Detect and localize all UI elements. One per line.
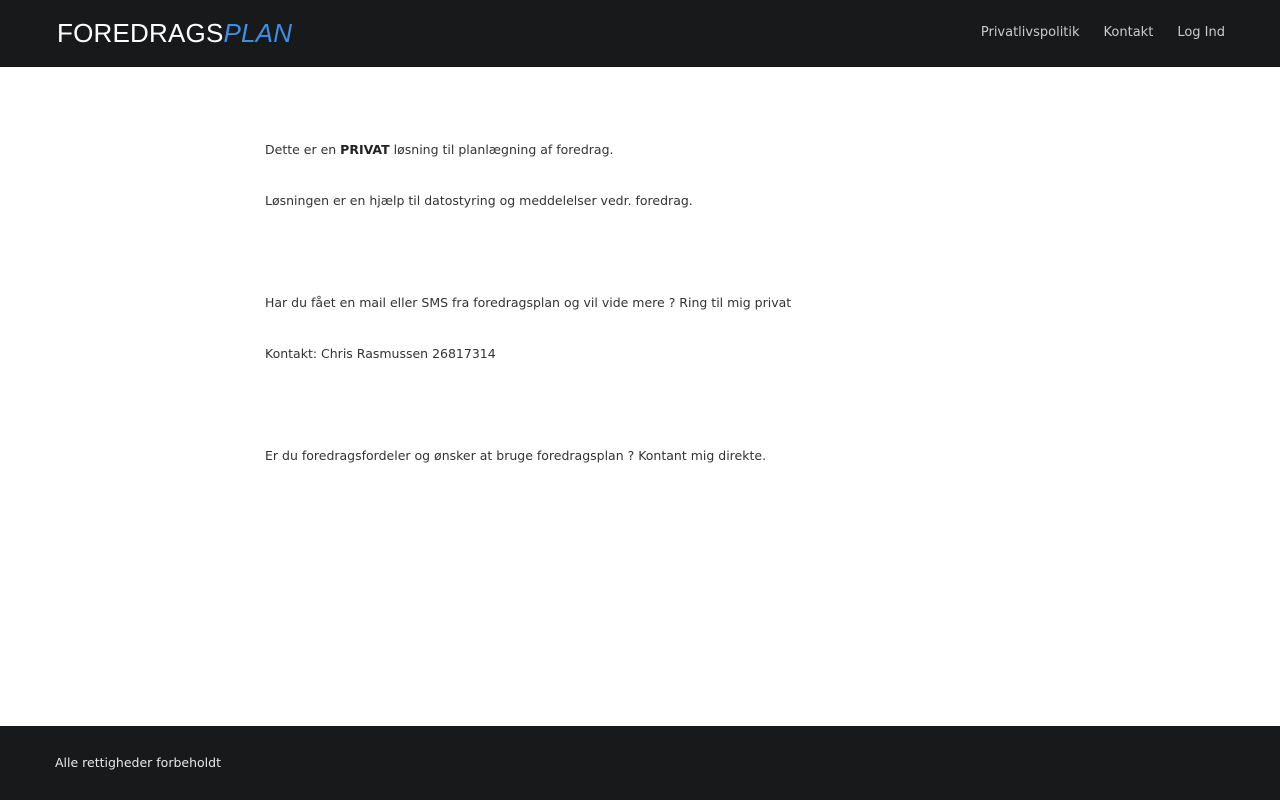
intro-text bbox=[265, 141, 614, 159]
distributor-text: Er du foredragsfordeler og ønsker at bruge foredragsplan ? Kontant mig direkte. bbox=[265, 448, 767, 463]
logo-text-primary: FOREDRAGS bbox=[57, 18, 224, 48]
intro-text-suffix: løsning til planlægning af foredrag. bbox=[389, 142, 614, 157]
nav-link-login[interactable]: Log Ind bbox=[1177, 25, 1225, 40]
page-footer bbox=[0, 726, 1280, 800]
description-text: Løsningen er en hjælp til datostyring og meddelelser vedr. foredrag. bbox=[265, 193, 693, 208]
main-nav bbox=[981, 24, 1225, 42]
top-navbar bbox=[0, 0, 1280, 67]
intro-text-bold: PRIVAT bbox=[340, 142, 390, 157]
nav-link-contact[interactable]: Kontakt bbox=[1103, 25, 1154, 40]
copyright-text: Alle rettigheder forbeholdt bbox=[55, 755, 221, 770]
contact-text: Kontakt: Chris Rasmussen 26817314 bbox=[265, 346, 496, 361]
intro-text-prefix: Dette er en bbox=[265, 142, 341, 157]
site-logo[interactable] bbox=[57, 18, 292, 48]
logo-text-accent: PLAN bbox=[223, 18, 293, 48]
info-text: Har du fået en mail eller SMS fra foredragsplan og vil vide mere ? Ring til mig privat bbox=[265, 295, 792, 310]
nav-link-privacy[interactable]: Privatlivspolitik bbox=[980, 25, 1080, 40]
